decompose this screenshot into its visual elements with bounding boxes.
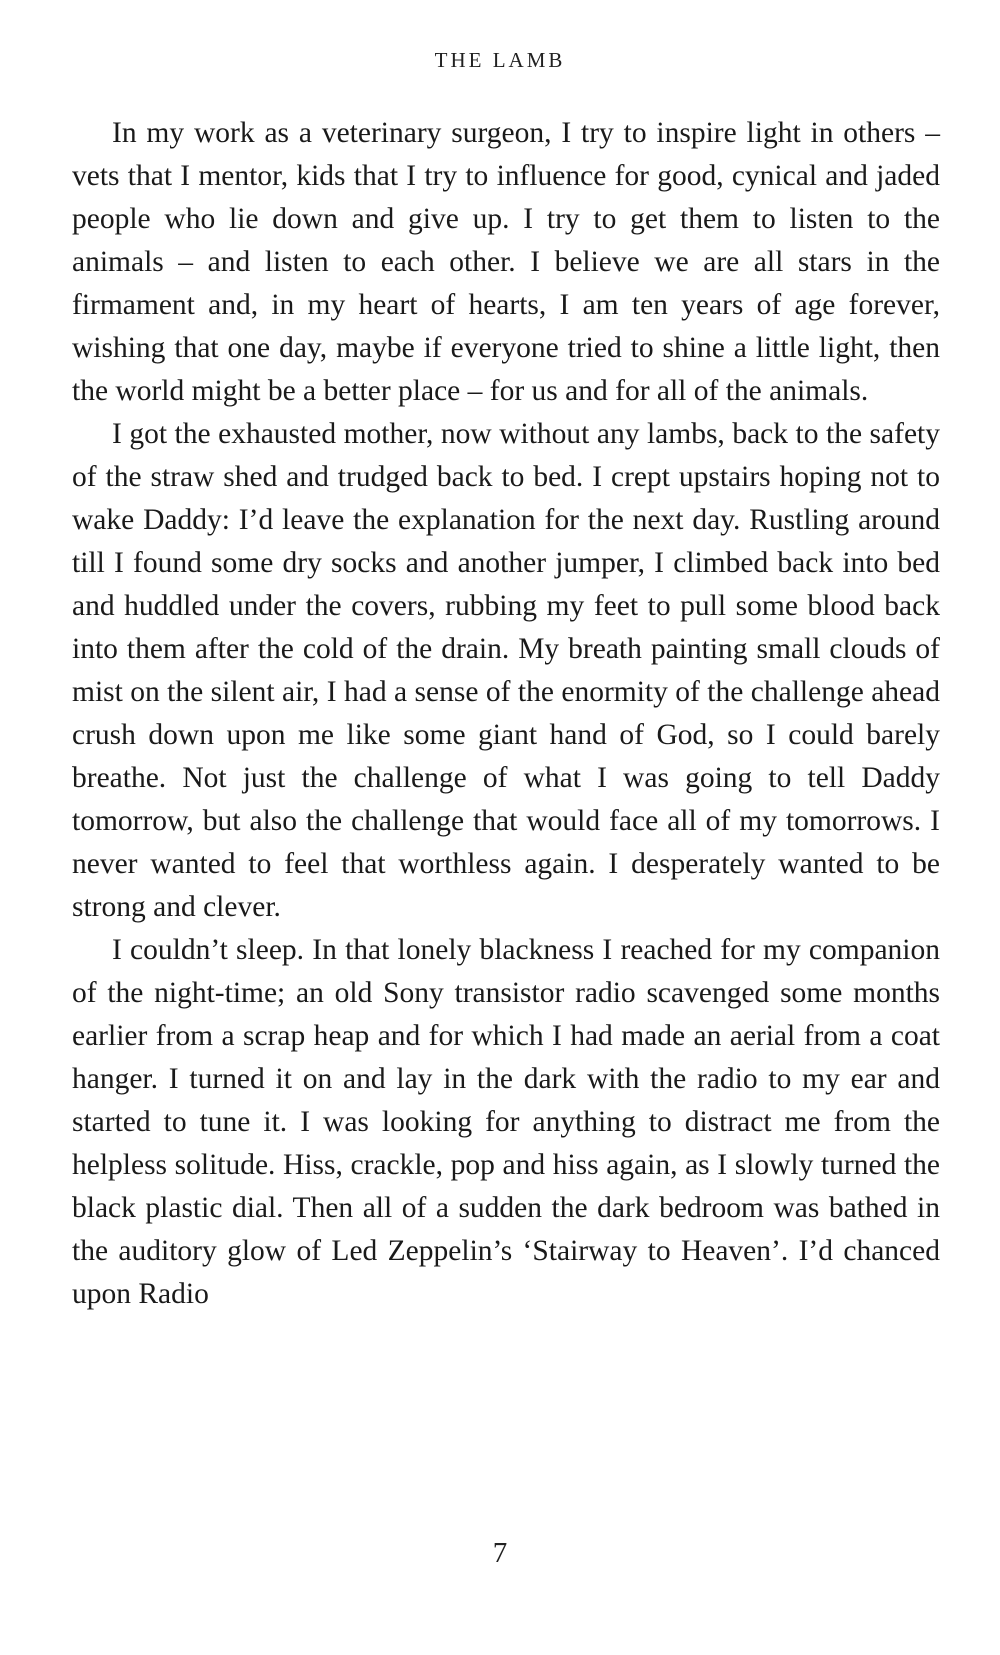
body-text — [72, 112, 940, 1316]
paragraph: I couldn’t sleep. In that lonely blackness I reached for my companion of the night-time; an old Sony transistor radio scavenged some months earlier from a scrap heap and for which I had made an aerial from a coat hanger. I turned it on and lay in the dark with the radio to my ear and started to tune it. I was looking for anything to distract me from the helpless solitude. Hiss, crackle, pop and hiss again, as I slowly turned the black plastic dial. Then all of a sudden the dark bedroom was bathed in the auditory glow of Led Zeppelin’s ‘Stairway to Heaven’. I’d chanced upon Radio — [72, 934, 940, 1310]
running-head: THE LAMB — [434, 48, 566, 72]
paragraph: I got the exhausted mother, now without any lambs, back to the safety of the straw shed and trudged back to bed. I crept upstairs hoping not to wake Daddy: I’d leave the explanation for the next day. Rustling around till I found some dry socks and another jumper, I climbed back into bed and huddled under the covers, rubbing my feet to pull some blood back into them after the cold of the drain. My breath painting small clouds of mist on the silent air, I had a sense of the enormity of the challenge ahead crush down upon me like some giant hand of God, so I could barely breathe. Not just the challenge of what I was going to tell Daddy tomorrow, but also the challenge that would face all of my tomorrows. I never wanted to feel that worthless again. I desperately wanted to be strong and clever. — [72, 418, 940, 923]
page-number: 7 — [492, 1537, 508, 1569]
paragraph: In my work as a veterinary surgeon, I try to inspire light in others – vets that I mentor, kids that I try to influence for good, cynical and jaded people who lie down and give up. I try to get them to listen to the animals – and listen to each other. I believe we are all stars in the firmament and, in my heart of hearts, I am ten years of age forever, wishing that one day, maybe if everyone tried to shine a little light, then the world might be a better place – for us and for all of the animals. — [72, 117, 940, 407]
